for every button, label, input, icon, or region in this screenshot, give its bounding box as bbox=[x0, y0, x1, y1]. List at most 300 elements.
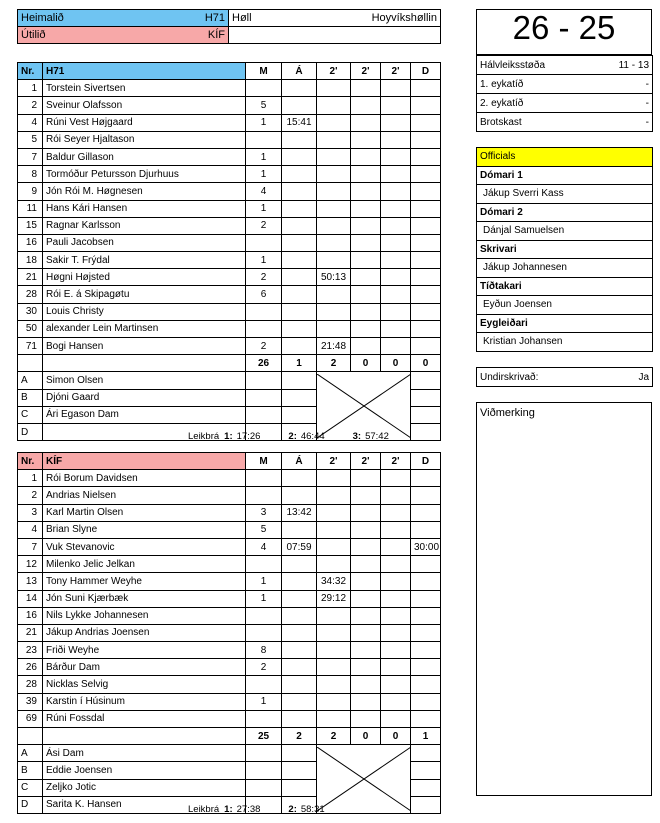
official-name: Jákup Johannesen bbox=[477, 259, 653, 278]
player-disqualification bbox=[411, 166, 441, 183]
player-goals: 1 bbox=[246, 114, 282, 131]
col-m-header: M bbox=[246, 453, 282, 470]
official-role-row bbox=[477, 240, 653, 259]
player-number: 14 bbox=[18, 590, 43, 607]
staff-code: C bbox=[18, 779, 43, 796]
player-suspension-1 bbox=[317, 710, 351, 727]
official-role-row bbox=[477, 277, 653, 296]
player-name: Rói Borum Davidsen bbox=[43, 470, 246, 487]
player-disqualification bbox=[411, 710, 441, 727]
player-suspension-3 bbox=[381, 470, 411, 487]
player-goals bbox=[246, 487, 282, 504]
player-suspension-1 bbox=[317, 131, 351, 148]
player-warning bbox=[282, 286, 317, 303]
player-name: Høgni Højsted bbox=[43, 269, 246, 286]
player-goals: 1 bbox=[246, 590, 282, 607]
score-row-label: Brotskast bbox=[480, 116, 522, 128]
player-row bbox=[18, 590, 441, 607]
player-warning bbox=[282, 131, 317, 148]
player-disqualification bbox=[411, 573, 441, 590]
col-d-header: D bbox=[411, 453, 441, 470]
player-suspension-2 bbox=[351, 200, 381, 217]
staff-name: Ási Dam bbox=[43, 745, 246, 762]
player-disqualification bbox=[411, 693, 441, 710]
player-suspension-3 bbox=[381, 269, 411, 286]
player-warning: 13:42 bbox=[282, 504, 317, 521]
col-d-header: D bbox=[411, 63, 441, 80]
player-suspension-2 bbox=[351, 97, 381, 114]
staff-name: Eddie Joensen bbox=[43, 762, 246, 779]
player-suspension-2 bbox=[351, 487, 381, 504]
player-name: Karstin í Húsinum bbox=[43, 693, 246, 710]
totals-blank-nr bbox=[18, 728, 43, 745]
player-row bbox=[18, 710, 441, 727]
player-row bbox=[18, 338, 441, 355]
totals-blank-name bbox=[43, 728, 246, 745]
player-row bbox=[18, 252, 441, 269]
player-number: 15 bbox=[18, 217, 43, 234]
staff-d bbox=[411, 389, 441, 406]
totals-blank-name bbox=[43, 355, 246, 372]
staff-m bbox=[246, 762, 282, 779]
player-number: 23 bbox=[18, 642, 43, 659]
player-row bbox=[18, 286, 441, 303]
staff-d bbox=[411, 762, 441, 779]
player-number: 11 bbox=[18, 200, 43, 217]
player-warning bbox=[282, 303, 317, 320]
player-goals: 5 bbox=[246, 97, 282, 114]
halftime-value: 11 - 13 bbox=[618, 59, 649, 71]
final-score bbox=[476, 9, 652, 55]
leikbra-entry bbox=[288, 804, 324, 815]
home-header-row bbox=[18, 63, 441, 80]
player-number: 39 bbox=[18, 693, 43, 710]
player-suspension-1 bbox=[317, 234, 351, 251]
staff-row bbox=[18, 372, 441, 389]
player-warning bbox=[282, 676, 317, 693]
staff-m bbox=[246, 779, 282, 796]
player-warning bbox=[282, 487, 317, 504]
player-suspension-3 bbox=[381, 521, 411, 538]
score-row-value: - bbox=[645, 97, 649, 109]
away-player-table bbox=[17, 452, 441, 814]
player-number: 13 bbox=[18, 573, 43, 590]
player-name: Bárður Dam bbox=[43, 659, 246, 676]
player-suspension-2 bbox=[351, 659, 381, 676]
player-suspension-1: 34:32 bbox=[317, 573, 351, 590]
leikbra-time: 17:26 bbox=[236, 431, 261, 442]
leikbra-number: 1: bbox=[224, 431, 233, 442]
score-row-value: - bbox=[645, 116, 649, 128]
player-goals: 1 bbox=[246, 200, 282, 217]
remarks-box bbox=[476, 402, 652, 796]
player-row bbox=[18, 234, 441, 251]
total-m: 25 bbox=[246, 728, 282, 745]
player-name: alexander Lein Martinsen bbox=[43, 320, 246, 337]
player-warning bbox=[282, 217, 317, 234]
cross-mark bbox=[317, 374, 411, 438]
col-nr-header: Nr. bbox=[18, 453, 43, 470]
player-name: Rói E. á Skipagøtu bbox=[43, 286, 246, 303]
player-row bbox=[18, 659, 441, 676]
away-leikbra bbox=[188, 804, 325, 815]
hall-cell bbox=[229, 10, 441, 27]
player-row bbox=[18, 693, 441, 710]
player-number: 2 bbox=[18, 487, 43, 504]
player-suspension-1 bbox=[317, 200, 351, 217]
player-row bbox=[18, 97, 441, 114]
player-name: Sveinur Olafsson bbox=[43, 97, 246, 114]
staff-m bbox=[246, 372, 282, 389]
player-suspension-1 bbox=[317, 487, 351, 504]
player-suspension-3 bbox=[381, 97, 411, 114]
player-suspension-2 bbox=[351, 521, 381, 538]
player-suspension-1 bbox=[317, 556, 351, 573]
player-number: 18 bbox=[18, 252, 43, 269]
player-suspension-1: 21:48 bbox=[317, 338, 351, 355]
player-goals: 1 bbox=[246, 148, 282, 165]
total-m: 26 bbox=[246, 355, 282, 372]
player-number: 4 bbox=[18, 521, 43, 538]
staff-m bbox=[246, 745, 282, 762]
player-row bbox=[18, 217, 441, 234]
team-header bbox=[17, 9, 441, 44]
player-warning bbox=[282, 320, 317, 337]
player-warning bbox=[282, 200, 317, 217]
official-name-row bbox=[477, 259, 653, 278]
player-suspension-1 bbox=[317, 607, 351, 624]
official-name-row bbox=[477, 333, 653, 352]
staff-cross-box bbox=[317, 745, 411, 814]
player-number: 8 bbox=[18, 166, 43, 183]
home-leikbra bbox=[188, 431, 389, 442]
staff-d bbox=[411, 423, 441, 440]
player-suspension-2 bbox=[351, 303, 381, 320]
player-warning bbox=[282, 166, 317, 183]
final-score-value: 26 - 25 bbox=[512, 9, 616, 46]
home-code: H71 bbox=[204, 11, 225, 24]
total-a: 2 bbox=[282, 728, 317, 745]
player-name: Milenko Jelic Jelkan bbox=[43, 556, 246, 573]
home-team-cell bbox=[18, 10, 229, 27]
player-name: Tormóður Petursson Djurhuus bbox=[43, 166, 246, 183]
player-warning bbox=[282, 234, 317, 251]
player-disqualification bbox=[411, 487, 441, 504]
player-disqualification bbox=[411, 624, 441, 641]
staff-code: D bbox=[18, 423, 43, 440]
player-goals: 2 bbox=[246, 659, 282, 676]
player-goals bbox=[246, 676, 282, 693]
player-row bbox=[18, 556, 441, 573]
player-goals bbox=[246, 80, 282, 97]
player-row bbox=[18, 521, 441, 538]
player-suspension-2 bbox=[351, 114, 381, 131]
player-row bbox=[18, 148, 441, 165]
player-name: Rói Seyer Hjaltason bbox=[43, 131, 246, 148]
staff-d bbox=[411, 372, 441, 389]
player-disqualification bbox=[411, 131, 441, 148]
player-suspension-3 bbox=[381, 538, 411, 555]
player-suspension-2 bbox=[351, 80, 381, 97]
player-suspension-1 bbox=[317, 642, 351, 659]
player-name: Hans Kári Hansen bbox=[43, 200, 246, 217]
player-row bbox=[18, 166, 441, 183]
player-warning bbox=[282, 573, 317, 590]
away-code: KÍF bbox=[207, 28, 225, 41]
staff-code: B bbox=[18, 389, 43, 406]
player-goals: 1 bbox=[246, 166, 282, 183]
col-2min3-header: 2' bbox=[381, 453, 411, 470]
blank-cell bbox=[229, 27, 441, 44]
official-name: Eyðun Joensen bbox=[477, 296, 653, 315]
player-name: Nils Lykke Johannesen bbox=[43, 607, 246, 624]
player-disqualification bbox=[411, 80, 441, 97]
player-disqualification bbox=[411, 114, 441, 131]
player-goals: 8 bbox=[246, 642, 282, 659]
player-suspension-1 bbox=[317, 217, 351, 234]
cross-mark bbox=[317, 747, 411, 811]
player-goals: 1 bbox=[246, 573, 282, 590]
player-suspension-2 bbox=[351, 338, 381, 355]
player-disqualification bbox=[411, 504, 441, 521]
player-name: Karl Martin Olsen bbox=[43, 504, 246, 521]
away-team-cell bbox=[18, 27, 229, 44]
staff-d bbox=[411, 796, 441, 813]
player-number: 5 bbox=[18, 131, 43, 148]
player-name: Louis Christy bbox=[43, 303, 246, 320]
player-suspension-3 bbox=[381, 642, 411, 659]
score-row-value: - bbox=[645, 78, 649, 90]
player-suspension-3 bbox=[381, 487, 411, 504]
staff-d bbox=[411, 745, 441, 762]
player-suspension-3 bbox=[381, 131, 411, 148]
player-warning bbox=[282, 183, 317, 200]
player-name: Rúni Fossdal bbox=[43, 710, 246, 727]
official-name: Kristian Johansen bbox=[477, 333, 653, 352]
player-suspension-1 bbox=[317, 538, 351, 555]
official-name-row bbox=[477, 185, 653, 204]
staff-name: Zeljko Jotic bbox=[43, 779, 246, 796]
player-suspension-3 bbox=[381, 166, 411, 183]
score-row bbox=[477, 94, 653, 113]
player-suspension-3 bbox=[381, 148, 411, 165]
player-number: 2 bbox=[18, 97, 43, 114]
player-warning bbox=[282, 590, 317, 607]
col-2min1-header: 2' bbox=[317, 453, 351, 470]
player-suspension-3 bbox=[381, 590, 411, 607]
player-disqualification bbox=[411, 659, 441, 676]
player-suspension-2 bbox=[351, 234, 381, 251]
player-name: Bogi Hansen bbox=[43, 338, 246, 355]
player-suspension-2 bbox=[351, 607, 381, 624]
player-row bbox=[18, 320, 441, 337]
away-label: Útilið bbox=[21, 28, 46, 41]
player-suspension-2 bbox=[351, 217, 381, 234]
staff-d bbox=[411, 406, 441, 423]
player-suspension-3 bbox=[381, 659, 411, 676]
staff-name: Djóni Gaard bbox=[43, 389, 246, 406]
hall-value: Hoyvíkshøllin bbox=[371, 11, 437, 24]
player-suspension-1 bbox=[317, 183, 351, 200]
player-goals: 6 bbox=[246, 286, 282, 303]
player-suspension-2 bbox=[351, 183, 381, 200]
player-suspension-2 bbox=[351, 590, 381, 607]
leikbra-entry bbox=[288, 431, 324, 442]
player-name: Jón Suni Kjærbæk bbox=[43, 590, 246, 607]
player-name: Vuk Stevanovic bbox=[43, 538, 246, 555]
player-name: Baldur Gillason bbox=[43, 148, 246, 165]
score-row-label: 2. eykatíð bbox=[480, 97, 524, 109]
officials-title: Officials bbox=[477, 148, 653, 167]
staff-code: A bbox=[18, 372, 43, 389]
player-suspension-2 bbox=[351, 538, 381, 555]
player-number: 12 bbox=[18, 556, 43, 573]
player-goals bbox=[246, 303, 282, 320]
player-row bbox=[18, 470, 441, 487]
player-disqualification bbox=[411, 183, 441, 200]
player-suspension-1 bbox=[317, 659, 351, 676]
player-name: Sakir T. Frýdal bbox=[43, 252, 246, 269]
player-number: 3 bbox=[18, 504, 43, 521]
official-role-row bbox=[477, 203, 653, 222]
player-suspension-1 bbox=[317, 80, 351, 97]
player-goals bbox=[246, 607, 282, 624]
player-number: 1 bbox=[18, 80, 43, 97]
staff-name: Sarita K. Hansen bbox=[43, 796, 246, 813]
player-name: Jón Rói M. Høgnesen bbox=[43, 183, 246, 200]
player-number: 4 bbox=[18, 114, 43, 131]
col-team-header: H71 bbox=[43, 63, 246, 80]
player-number: 21 bbox=[18, 624, 43, 641]
player-disqualification bbox=[411, 642, 441, 659]
player-suspension-2 bbox=[351, 556, 381, 573]
player-row bbox=[18, 114, 441, 131]
player-suspension-3 bbox=[381, 693, 411, 710]
staff-a bbox=[282, 406, 317, 423]
col-a-header: Á bbox=[282, 63, 317, 80]
official-name-row bbox=[477, 222, 653, 241]
player-suspension-2 bbox=[351, 624, 381, 641]
score-row bbox=[477, 75, 653, 94]
staff-a bbox=[282, 745, 317, 762]
player-suspension-1 bbox=[317, 504, 351, 521]
player-number: 16 bbox=[18, 607, 43, 624]
player-disqualification bbox=[411, 676, 441, 693]
player-suspension-1 bbox=[317, 97, 351, 114]
away-header-row bbox=[18, 453, 441, 470]
player-suspension-1 bbox=[317, 676, 351, 693]
player-warning bbox=[282, 659, 317, 676]
player-suspension-1 bbox=[317, 521, 351, 538]
staff-m bbox=[246, 389, 282, 406]
player-goals: 2 bbox=[246, 217, 282, 234]
player-suspension-1 bbox=[317, 114, 351, 131]
leikbra-time: 27:38 bbox=[236, 804, 261, 815]
player-goals bbox=[246, 556, 282, 573]
halftime-label: Hálvleiksstøða bbox=[480, 59, 546, 71]
player-number: 50 bbox=[18, 320, 43, 337]
totals-row bbox=[18, 355, 441, 372]
player-suspension-1 bbox=[317, 624, 351, 641]
player-number: 26 bbox=[18, 659, 43, 676]
player-disqualification bbox=[411, 200, 441, 217]
staff-row bbox=[18, 745, 441, 762]
player-suspension-3 bbox=[381, 303, 411, 320]
player-warning bbox=[282, 252, 317, 269]
player-goals: 1 bbox=[246, 252, 282, 269]
player-row bbox=[18, 131, 441, 148]
halftime-row bbox=[477, 56, 653, 75]
signed-value: Ja bbox=[638, 371, 649, 383]
player-warning bbox=[282, 624, 317, 641]
leikbra-label: Leikbrá bbox=[188, 804, 220, 815]
player-suspension-2 bbox=[351, 573, 381, 590]
player-suspension-3 bbox=[381, 252, 411, 269]
total-t2: 0 bbox=[351, 728, 381, 745]
signed-row bbox=[476, 367, 653, 387]
player-suspension-3 bbox=[381, 624, 411, 641]
player-warning bbox=[282, 556, 317, 573]
player-suspension-1 bbox=[317, 693, 351, 710]
player-disqualification bbox=[411, 217, 441, 234]
player-suspension-3 bbox=[381, 183, 411, 200]
staff-a bbox=[282, 372, 317, 389]
player-goals bbox=[246, 131, 282, 148]
total-t2: 0 bbox=[351, 355, 381, 372]
player-name: Tony Hammer Weyhe bbox=[43, 573, 246, 590]
remarks-label: Viðmerking bbox=[480, 407, 535, 419]
totals-blank-nr bbox=[18, 355, 43, 372]
player-goals: 4 bbox=[246, 183, 282, 200]
official-name: Dánjal Samuelsen bbox=[477, 222, 653, 241]
player-goals bbox=[246, 234, 282, 251]
staff-code: D bbox=[18, 796, 43, 813]
player-number: 1 bbox=[18, 470, 43, 487]
player-row bbox=[18, 624, 441, 641]
player-suspension-2 bbox=[351, 470, 381, 487]
staff-code: C bbox=[18, 406, 43, 423]
player-row bbox=[18, 504, 441, 521]
player-suspension-3 bbox=[381, 234, 411, 251]
player-number: 30 bbox=[18, 303, 43, 320]
player-name: Friði Weyhe bbox=[43, 642, 246, 659]
player-suspension-2 bbox=[351, 269, 381, 286]
player-warning: 07:59 bbox=[282, 538, 317, 555]
player-disqualification bbox=[411, 320, 441, 337]
totals-row bbox=[18, 728, 441, 745]
player-suspension-1 bbox=[317, 286, 351, 303]
staff-a bbox=[282, 779, 317, 796]
player-suspension-3 bbox=[381, 200, 411, 217]
player-name: Brian Slyne bbox=[43, 521, 246, 538]
staff-name: Ári Egason Dam bbox=[43, 406, 246, 423]
official-role: Skrivari bbox=[477, 240, 653, 259]
total-t3: 0 bbox=[381, 355, 411, 372]
player-warning bbox=[282, 607, 317, 624]
player-warning bbox=[282, 80, 317, 97]
player-suspension-2 bbox=[351, 710, 381, 727]
player-goals bbox=[246, 710, 282, 727]
score-details bbox=[476, 55, 653, 132]
score-row-cell bbox=[477, 113, 653, 132]
player-name: Jákup Andrias Joensen bbox=[43, 624, 246, 641]
staff-m bbox=[246, 406, 282, 423]
col-2min1-header: 2' bbox=[317, 63, 351, 80]
player-disqualification bbox=[411, 521, 441, 538]
staff-d bbox=[411, 779, 441, 796]
col-2min2-header: 2' bbox=[351, 63, 381, 80]
player-suspension-3 bbox=[381, 80, 411, 97]
